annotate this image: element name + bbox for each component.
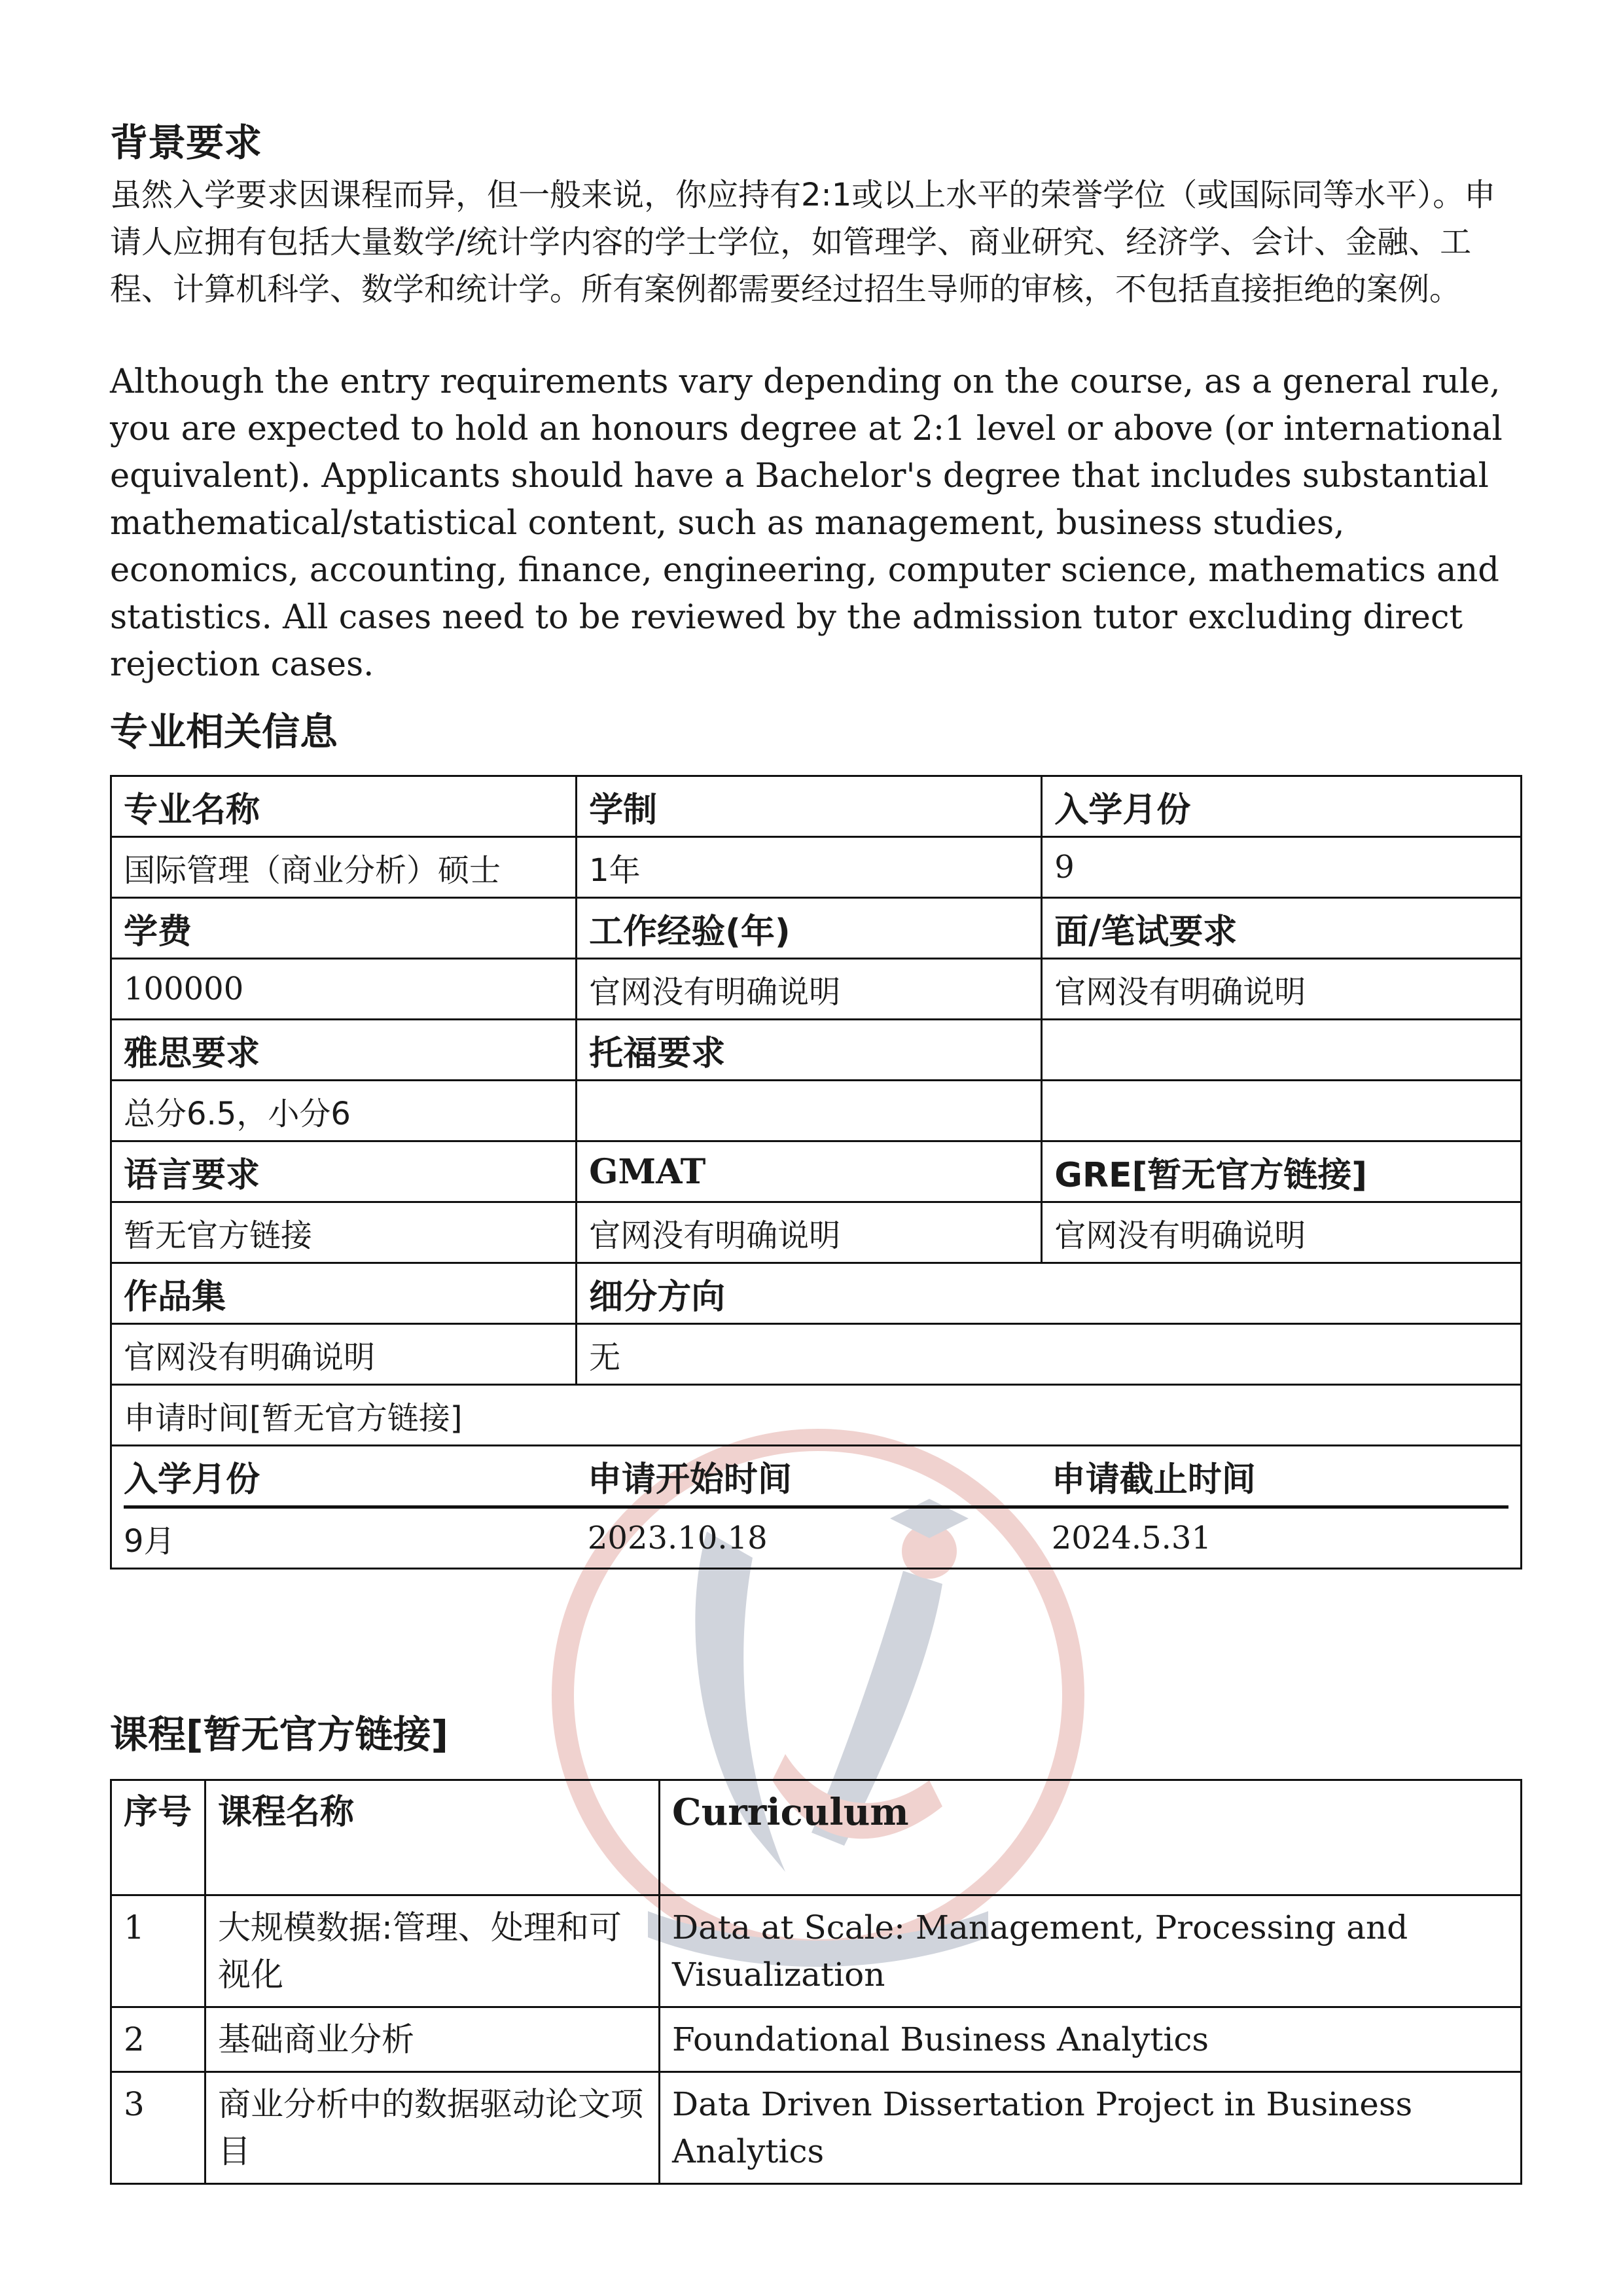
table-row — [111, 1780, 1522, 1895]
courses-table — [110, 1779, 1522, 2185]
table-row — [111, 1202, 1522, 1263]
table-row — [111, 1385, 1522, 1446]
value-cell: 100000 — [111, 959, 577, 1020]
header-cell: GMAT — [577, 1141, 1042, 1202]
table-row — [111, 1895, 1522, 2007]
header-cell: 工作经验(年) — [577, 898, 1042, 959]
value-cell — [577, 1081, 1042, 1141]
course-index: 1 — [111, 1895, 205, 2007]
table-row — [111, 898, 1522, 959]
value-cell: 官网没有明确说明 — [111, 1324, 577, 1385]
value-cell: 2024.5.31 — [1051, 1520, 1212, 1556]
application-time-row — [111, 1446, 1522, 1569]
background-title: 背景要求 — [110, 120, 262, 165]
table-row — [111, 1020, 1522, 1081]
course-name-cn: 基础商业分析 — [205, 2007, 660, 2072]
value-cell: 官网没有明确说明 — [1042, 959, 1522, 1020]
header-cell: 雅思要求 — [111, 1020, 577, 1081]
table-row — [111, 776, 1522, 837]
courses-title: 课程[暂无官方链接] — [110, 1712, 449, 1757]
header-cell: 细分方向 — [577, 1263, 1522, 1324]
header-cell: 入学月份 — [124, 1446, 588, 1507]
header-cell: 学制 — [577, 776, 1042, 837]
table-row — [111, 1324, 1522, 1385]
table-row — [111, 2072, 1522, 2184]
header-cell: 申请截止时间 — [1052, 1446, 1508, 1507]
value-cell: 国际管理（商业分析）硕士 — [111, 837, 577, 898]
header-cell: Curriculum — [660, 1780, 1522, 1895]
header-cell: 课程名称 — [205, 1780, 660, 1895]
course-name-en: Foundational Business Analytics — [660, 2007, 1522, 2072]
header-cell: GRE[暂无官方链接] — [1042, 1141, 1522, 1202]
application-time-label: 申请时间[暂无官方链接] — [111, 1385, 1522, 1446]
value-cell: 2023.10.18 — [587, 1520, 768, 1556]
course-name-cn: 商业分析中的数据驱动论文项目 — [205, 2072, 660, 2184]
header-cell: 专业名称 — [111, 776, 577, 837]
course-name-en: Data at Scale: Management, Processing and Visualization — [660, 1895, 1522, 2007]
value-cell: 暂无官方链接 — [111, 1202, 577, 1263]
table-row — [111, 1263, 1522, 1324]
course-name-en: Data Driven Dissertation Project in Business Analytics — [660, 2072, 1522, 2184]
header-cell: 托福要求 — [577, 1020, 1042, 1081]
header-cell: 学费 — [111, 898, 577, 959]
course-index: 2 — [111, 2007, 205, 2072]
program-info-title: 专业相关信息 — [110, 709, 338, 754]
header-cell: 序号 — [111, 1780, 205, 1895]
value-cell: 官网没有明确说明 — [577, 959, 1042, 1020]
header-cell — [1042, 1020, 1522, 1081]
program-info-table — [110, 775, 1522, 1570]
table-row — [111, 1081, 1522, 1141]
table-row — [111, 959, 1522, 1020]
header-cell: 入学月份 — [1042, 776, 1522, 837]
value-cell: 无 — [577, 1324, 1522, 1385]
table-row — [111, 1141, 1522, 1202]
value-cell: 9 — [1042, 837, 1522, 898]
background-text-en: Although the entry requirements vary depending on the course, as a general rule, you are expected to hold an honours degree at 2:1 level or above (or international equivalent). Applicants should have a Bachelor's degree that includes substantial mathematical/statistical content, such as management, business studies, economics, accounting, finance, engineering, computer science, mathematics and statistics. All cases need to be reviewed by the admission tutor excluding direct rejection cases. — [110, 363, 1503, 684]
table-row — [111, 837, 1522, 898]
value-cell: 9月 — [124, 1522, 175, 1560]
course-name-cn: 大规模数据:管理、处理和可视化 — [205, 1895, 660, 2007]
course-index: 3 — [111, 2072, 205, 2184]
header-cell: 申请开始时间 — [588, 1446, 1052, 1507]
table-row — [111, 2007, 1522, 2072]
header-cell: 语言要求 — [111, 1141, 577, 1202]
background-text-cn: 虽然入学要求因课程而异，但一般来说，你应持有2:1或以上水平的荣誉学位（或国际同等水平）。申请人应拥有包括大量数学/统计学内容的学士学位，如管理学、商业研究、经济学、会计、金融、工程、计算机科学、数学和统计学。所有案例都需要经过招生导师的审核，不包括直接拒绝的案例。 — [110, 177, 1496, 308]
header-cell: 面/笔试要求 — [1042, 898, 1522, 959]
header-cell: 作品集 — [111, 1263, 577, 1324]
value-cell: 1年 — [577, 837, 1042, 898]
value-cell — [1042, 1081, 1522, 1141]
value-cell: 官网没有明确说明 — [577, 1202, 1042, 1263]
application-time-table — [124, 1446, 1508, 1568]
value-cell: 总分6.5，小分6 — [111, 1081, 577, 1141]
value-cell: 官网没有明确说明 — [1042, 1202, 1522, 1263]
